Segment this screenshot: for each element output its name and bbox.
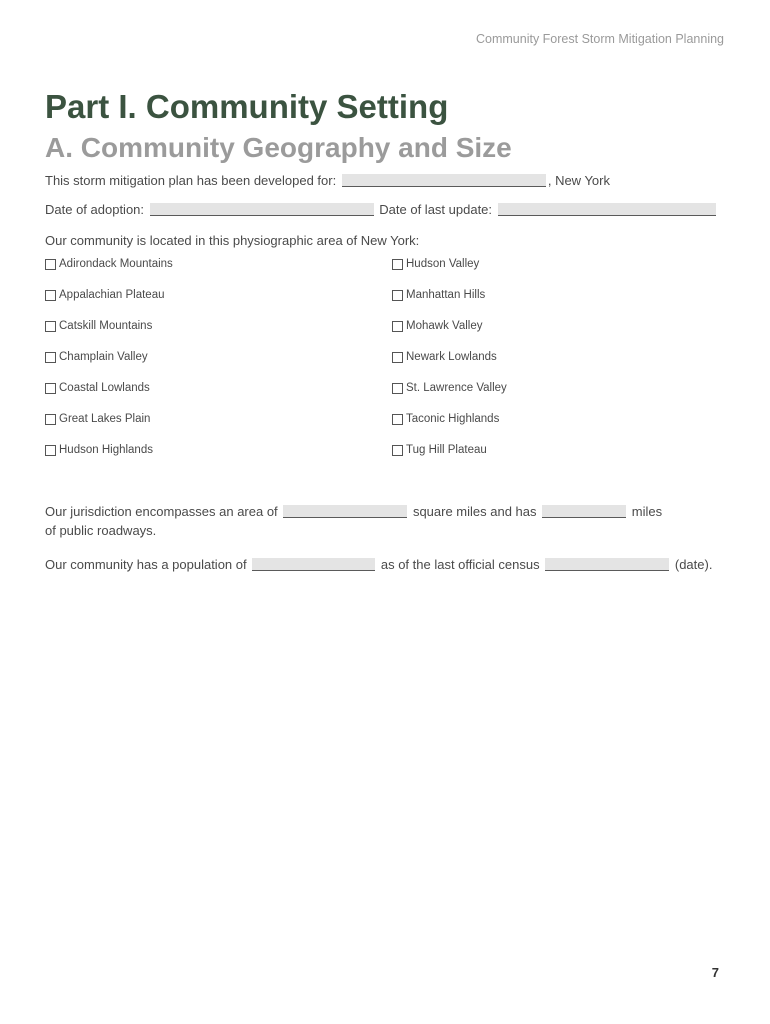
- adoption-date-field[interactable]: [150, 203, 374, 216]
- checkbox[interactable]: [392, 383, 403, 394]
- option-label: Taconic Highlands: [406, 413, 500, 425]
- jurisdiction-line: [45, 504, 662, 519]
- option-label: Coastal Lowlands: [59, 382, 150, 394]
- running-header: Community Forest Storm Mitigation Planning: [475, 32, 724, 46]
- option-tug-hill-plateau[interactable]: [392, 444, 725, 475]
- checkbox[interactable]: [392, 321, 403, 332]
- option-label: Catskill Mountains: [59, 320, 153, 332]
- jurisdiction-label: Our jurisdiction encompasses an area of: [45, 504, 278, 519]
- option-label: Champlain Valley: [59, 351, 148, 363]
- update-date-field[interactable]: [498, 203, 716, 216]
- miles-label: miles: [631, 504, 663, 519]
- area-unit-label: square miles and has: [412, 504, 537, 519]
- checkbox[interactable]: [45, 352, 56, 363]
- option-appalachian-plateau[interactable]: [45, 289, 392, 320]
- checkbox[interactable]: [45, 414, 56, 425]
- option-label: Hudson Valley: [406, 258, 480, 270]
- update-date-label: Date of last update:: [379, 202, 493, 217]
- option-label: Hudson Highlands: [59, 444, 153, 456]
- option-great-lakes-plain[interactable]: [45, 413, 392, 444]
- option-coastal-lowlands[interactable]: [45, 382, 392, 413]
- option-hudson-valley[interactable]: [392, 258, 725, 289]
- population-line: [45, 557, 712, 572]
- checkbox[interactable]: [392, 259, 403, 270]
- section-title: A. Community Geography and Size: [45, 132, 512, 163]
- checkbox[interactable]: [45, 445, 56, 456]
- part-title: Part I. Community Setting: [45, 88, 449, 125]
- option-manhattan-hills[interactable]: [392, 289, 725, 320]
- option-label: Appalachian Plateau: [59, 289, 165, 301]
- checkbox[interactable]: [392, 290, 403, 301]
- checkbox[interactable]: [45, 383, 56, 394]
- option-label: Manhattan Hills: [406, 289, 486, 301]
- checkbox[interactable]: [45, 290, 56, 301]
- plan-community-label: This storm mitigation plan has been developed for:: [45, 173, 337, 188]
- plan-community-line: [45, 173, 610, 188]
- option-catskill-mountains[interactable]: [45, 320, 392, 351]
- checkbox[interactable]: [45, 321, 56, 332]
- option-label: Newark Lowlands: [406, 351, 497, 363]
- option-hudson-highlands[interactable]: [45, 444, 392, 475]
- roadways-line: of public roadways.: [45, 523, 157, 538]
- option-label: Tug Hill Plateau: [406, 444, 487, 456]
- option-label: Mohawk Valley: [406, 320, 483, 332]
- checkbox[interactable]: [392, 352, 403, 363]
- page-number: 7: [711, 965, 719, 980]
- road-miles-field[interactable]: [542, 505, 626, 518]
- option-label: Great Lakes Plain: [59, 413, 151, 425]
- community-name-field[interactable]: [342, 174, 546, 187]
- option-label: St. Lawrence Valley: [406, 382, 507, 394]
- checkbox[interactable]: [392, 414, 403, 425]
- option-mohawk-valley[interactable]: [392, 320, 725, 351]
- option-adirondack-mountains[interactable]: [45, 258, 392, 289]
- option-label: Adirondack Mountains: [59, 258, 173, 270]
- option-taconic-highlands[interactable]: [392, 413, 725, 444]
- dates-line: [45, 202, 718, 217]
- option-newark-lowlands[interactable]: [392, 351, 725, 382]
- population-label: Our community has a population of: [45, 557, 247, 572]
- population-field[interactable]: [252, 558, 375, 571]
- option-st-lawrence-valley[interactable]: [392, 382, 725, 413]
- checkbox[interactable]: [45, 259, 56, 270]
- date-label: (date).: [674, 557, 713, 572]
- census-date-field[interactable]: [545, 558, 669, 571]
- area-field[interactable]: [283, 505, 407, 518]
- option-champlain-valley[interactable]: [45, 351, 392, 382]
- adoption-date-label: Date of adoption:: [45, 202, 145, 217]
- checkbox[interactable]: [392, 445, 403, 456]
- physiographic-prompt: Our community is located in this physiographic area of New York:: [45, 233, 420, 248]
- physiographic-options: [45, 258, 725, 475]
- census-label: as of the last official census: [380, 557, 540, 572]
- state-suffix: , New York: [547, 173, 610, 188]
